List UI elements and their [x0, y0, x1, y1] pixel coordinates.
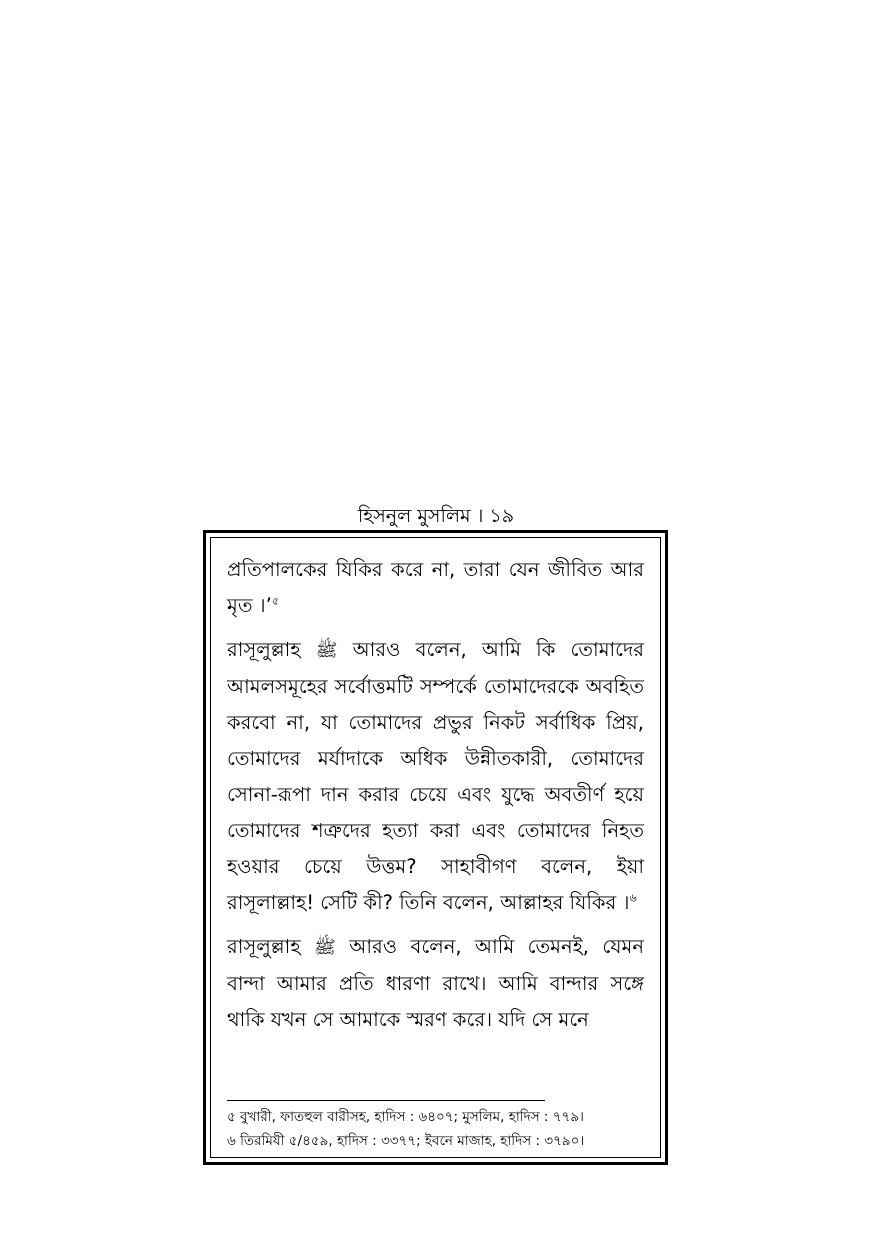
- salutation-symbol: ﷺ: [314, 937, 336, 958]
- text-frame-inner-border: [210, 537, 661, 1158]
- paragraph-2-lead: রাসূলুল্লাহ: [227, 638, 301, 661]
- paragraph-3: [227, 929, 644, 1038]
- paragraph-2: [227, 632, 644, 921]
- footnote-6: ৬ তিরমিযী ৫/৪৫৯, হাদিস : ৩৩৭৭; ইবনে মাজাহ, হাদিস : ৩৭৯০।: [227, 1133, 585, 1149]
- text-frame-outer-border: [203, 530, 668, 1165]
- body-text: [227, 552, 644, 1046]
- footnotes: [227, 1105, 652, 1153]
- page-header-title: হিসনুল মুসলিম । ১৯: [357, 505, 515, 527]
- footnote-ref-5: ৫: [271, 594, 279, 608]
- footnote-5: ৫ বুখারী, ফাতহুল বারীসহ, হাদিস : ৬৪০৭; মুসলিম, হাদিস : ৭৭৯।: [227, 1109, 584, 1125]
- footnote-ref-6: ৬: [629, 891, 637, 905]
- salutation-symbol: ﷺ: [315, 640, 338, 661]
- paragraph-1: [227, 552, 644, 624]
- paragraph-2-text: আরও বলেন, আমি কি তোমাদের আমলসমূহের সর্বোত্তমটি সম্পর্কে তোমাদেরকে অবহিত করবো না, যা তোমাদের প্রভুর নিকট সর্বাধিক প্রিয়, তোমাদের মর্যাদাকে অধিক উন্নীতকারী, তোমাদের সোনা-রূপা দান করার চেয়ে এবং যুদ্ধে অবতীর্ণ হয়ে তোমাদের শত্রুদের হত্যা করা এবং তোমাদের নিহত হওয়ার চেয়ে উত্তম? সাহাবীগণ বলেন, ইয়া রাসূলাল্লাহ! সেটি কী? তিনি বলেন, আল্লাহর যিকির ।: [227, 638, 644, 914]
- footnote-divider: [227, 1100, 545, 1101]
- paragraph-3-lead: রাসূলুল্লাহ: [227, 935, 301, 958]
- paragraph-3-text: আরও বলেন, আমি তেমনই, যেমন বান্দা আমার প্রতি ধারণা রাখে। আমি বান্দার সঙ্গে থাকি যখন সে আমাকে স্মরণ করে। যদি সে মনে: [227, 935, 645, 1031]
- paragraph-1-text: প্রতিপালকের যিকির করে না, তারা যেন জীবিত আর মৃত ।’: [227, 558, 644, 617]
